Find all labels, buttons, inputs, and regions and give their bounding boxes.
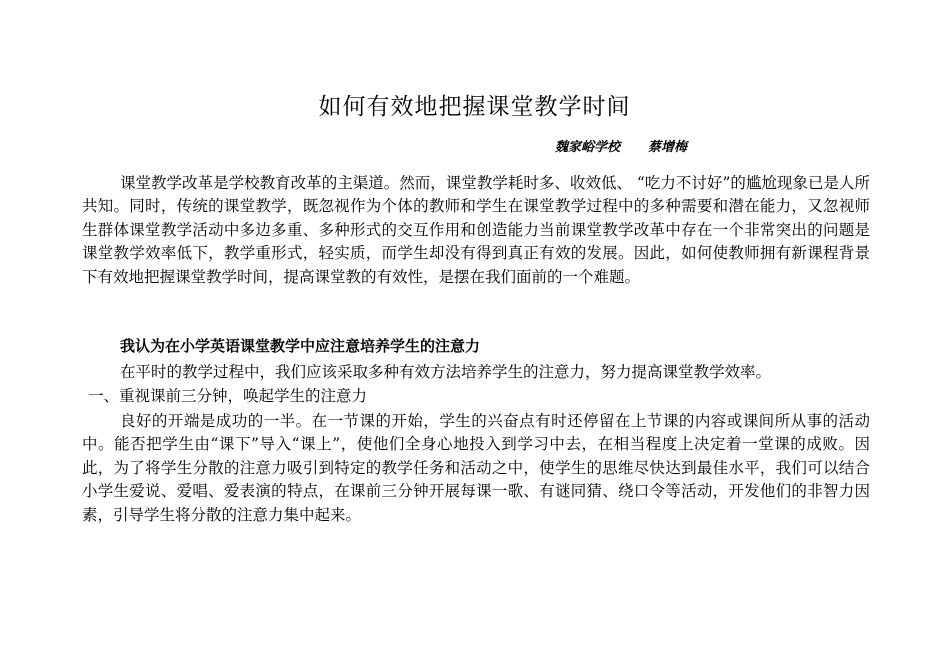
author-line — [555, 138, 687, 158]
document-title — [0, 92, 950, 122]
section-1-heading: 一、重视课前三分钟，唤起学生的注意力 — [88, 387, 368, 405]
bold-heading: 我认为在小学英语课堂教学中应注意培养学生的注意力 — [120, 337, 481, 355]
body-paragraph-2: 在平时的教学过程中，我们应该采取多种有效方法培养学生的注意力，努力提高课堂教学效率。 — [120, 363, 772, 381]
author-name: 蔡增梅 — [648, 140, 688, 155]
title-text: 如何有效地把握课堂教学时间 — [318, 94, 631, 120]
intro-paragraph: 课堂教学改革是学校教育改革的主渠道。然而，课堂教学耗时多、收效低、 “吃力不讨好”的尴尬现象已是人所共知。同时，传统的课堂教学，既忽视作为个体的教师和学生在课堂教学过程中的多种需要和潜在能力，又忽视师生群体课堂教学活动中多边多重、多种形式的交互作用和创造能力当前课堂教学改革中存在一个非常突出的问题是课堂教学效率低下，教学重形式，轻实质，而学生却没有得到真正有效的发展。因此，如何使教师拥有新课程背景下有效地把握课堂教学时间，提高课堂教的有效性，是摆在我们面前的一个难题。 — [82, 174, 870, 286]
body-paragraph-3: 良好的开端是成功的一半。在一节课的开始，学生的兴奋点有时还停留在上节课的内容或课间所从事的活动中。能否把学生由“课下”导入“课上”，使他们全身心地投入到学习中去，在相当程度上决定着一堂课的成败。因此，为了将学生分散的注意力吸引到特定的教学任务和活动之中，使学生的思维尽快达到最佳水平，我们可以结合小学生爱说、爱唱、爱表演的特点，在课前三分钟开展每课一歌、有谜同猜、绕口令等活动，开发他们的非智力因素，引导学生将分散的注意力集中起来。 — [82, 412, 870, 524]
author-school: 魏家峪学校 — [555, 140, 621, 155]
